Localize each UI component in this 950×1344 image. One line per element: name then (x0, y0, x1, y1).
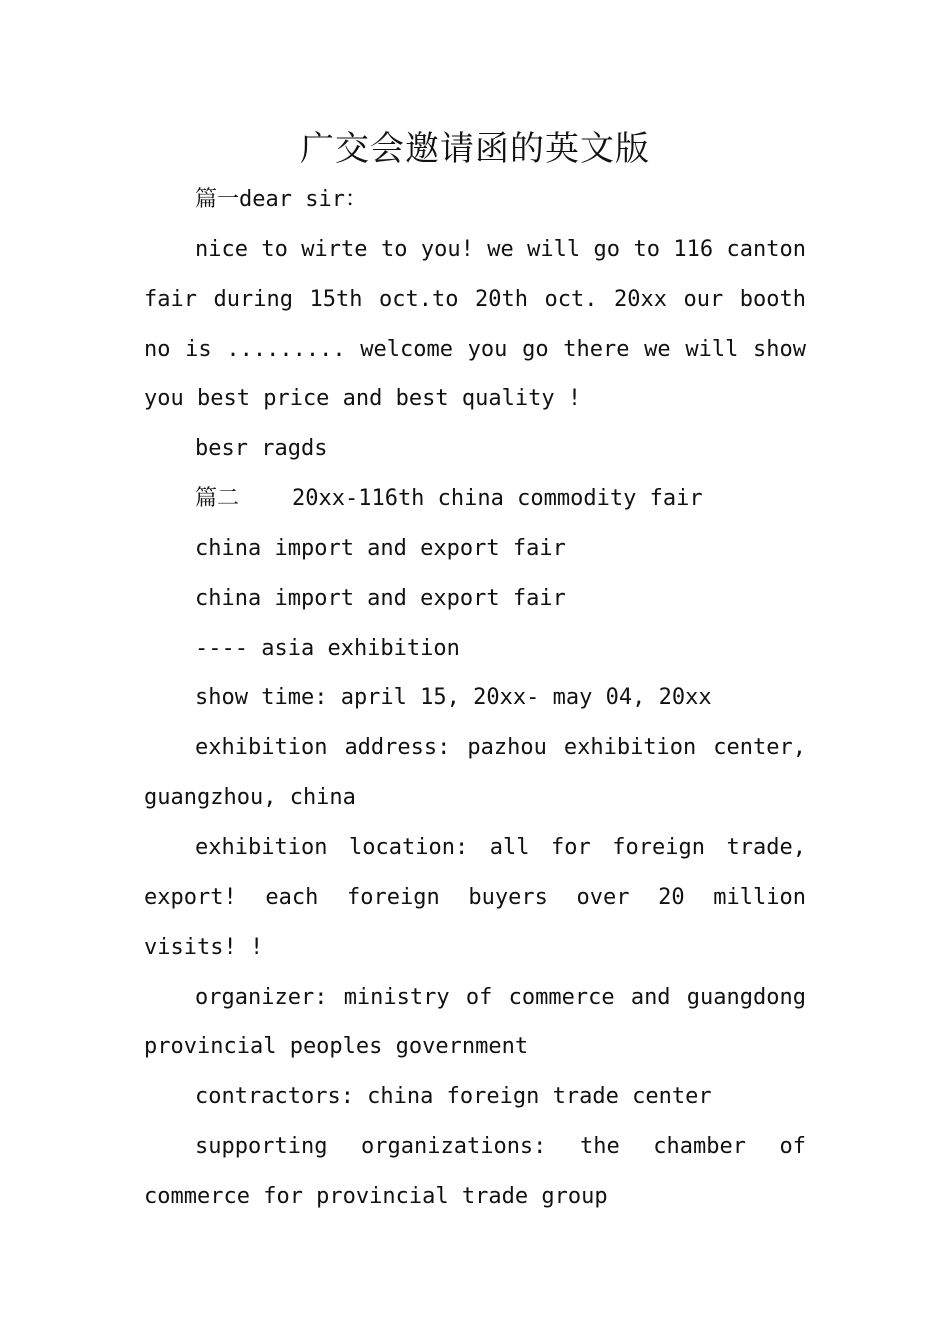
document-body (144, 175, 806, 1222)
paragraph-supporting-organizations: supporting organizations: the chamber of commerce for provincial trade group (144, 1134, 806, 1209)
paragraph-organizer: organizer: ministry of commerce and guangdong provincial peoples government (144, 984, 806, 1060)
paragraph-show-time: show time: april 15, 20xx- may 04, 20xx (195, 685, 712, 711)
paragraph-asia-exhibition: ---- asia exhibition (195, 635, 460, 661)
paragraph-fair-name-1: china import and export fair (195, 535, 566, 561)
paragraph-contractors: contractors: china foreign trade center (195, 1084, 712, 1110)
paragraph-greeting: 篇一dear sir： (195, 187, 367, 212)
paragraph-exhibition-address: exhibition address: pazhou exhibition center, guangzhou, china (144, 735, 806, 811)
paragraph-invitation: nice to wirte to you! we will go to 116 canton fair during 15th oct.to 20th oct. 20xx our booth no is ......... welcome you go there we will show you best price and best quality ! (144, 236, 806, 412)
paragraph-exhibition-location: exhibition location: all for foreign trade, export! each foreign buyers over 20 million visits! ! (144, 834, 806, 960)
paragraph-fair-name-2: china import and export fair (195, 585, 566, 611)
paragraph-fair-heading: 篇二 20xx-116th china commodity fair (195, 486, 703, 512)
paragraph-regards: besr ragds (195, 436, 328, 462)
document-title: 广交会邀请函的英文版 (300, 129, 650, 169)
